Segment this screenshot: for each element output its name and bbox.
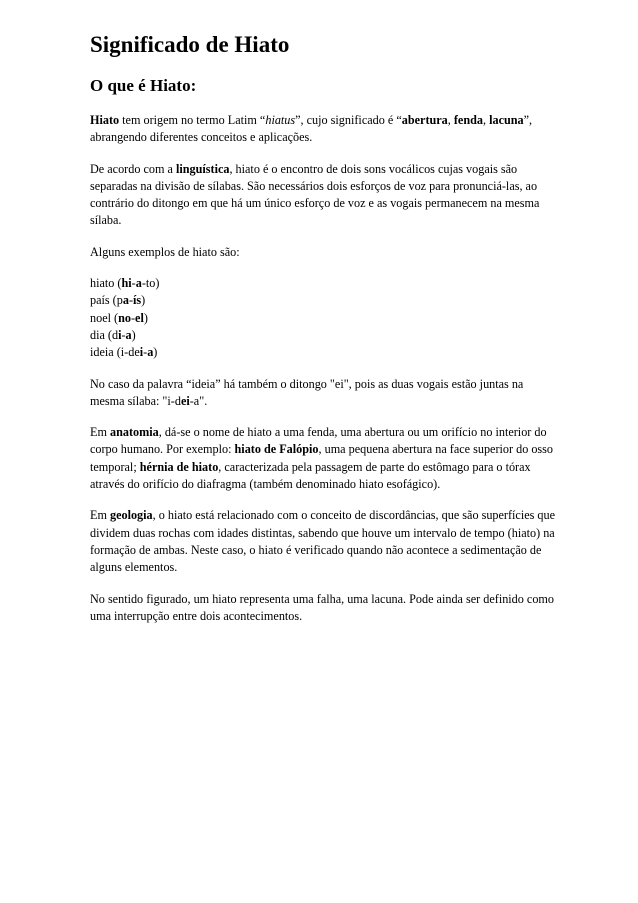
paragraph-figurative xyxy=(90,591,560,626)
bold-term: hérnia de hiato xyxy=(139,459,219,474)
text-run: tem origem no termo Latim “ xyxy=(119,113,266,127)
example-item xyxy=(90,310,560,327)
paragraph-ideia xyxy=(90,376,560,411)
text-run: dia (d xyxy=(90,327,119,342)
bold-term: hiato de Falópio xyxy=(234,442,319,457)
example-item xyxy=(90,275,560,292)
text-run: De acordo com a xyxy=(90,161,176,176)
text-run: ) xyxy=(153,345,158,360)
section-heading: O que é Hiato: xyxy=(90,76,197,95)
paragraph-linguistics xyxy=(90,161,560,230)
text-run: , xyxy=(483,113,490,127)
text-run: -a". xyxy=(189,393,208,408)
text-run: No caso da palavra “ideia” há também o ditongo "ei", pois as duas vogais estão juntas na mesma sílaba: "i-d xyxy=(90,376,524,408)
text-run: , caracterizada pela passagem de parte do estômago para o tórax através do orifício do diafragma (também denominado hiato esofágico). xyxy=(90,459,531,492)
text-run: , o hiato está relacionado com o conceito de discordâncias, que são superfícies que dividem duas rochas com idades distintas, sabendo que houve um intervalo de tempo (hiato) na formação de ambas. Neste caso, o hiato é verificado quando não acontece a sedimentação de alguns elementos. xyxy=(90,508,556,575)
text-run: ) xyxy=(131,327,136,342)
text-run: hiato ( xyxy=(90,276,122,291)
bold-term: linguística xyxy=(175,161,230,176)
bold-term: a xyxy=(122,293,129,308)
paragraph-origin xyxy=(90,112,560,147)
bold-term: el xyxy=(135,310,144,325)
text-run: -to) xyxy=(141,276,160,291)
paragraph-geology xyxy=(90,507,560,576)
text-run: - xyxy=(143,345,148,360)
document-content xyxy=(90,28,560,639)
text-run: ideia (i-de xyxy=(90,345,140,360)
text-run: noel ( xyxy=(90,310,119,325)
italic-term: hiatus xyxy=(265,113,296,127)
text-run: - xyxy=(121,327,126,342)
text-run: Em xyxy=(90,425,110,440)
bold-term: i xyxy=(118,327,122,342)
bold-term: a xyxy=(125,327,132,342)
text-run: ) xyxy=(143,310,148,325)
text-run: ) xyxy=(141,293,146,308)
bold-term: no xyxy=(118,310,131,325)
text-run: país (p xyxy=(90,293,123,308)
text-run: , uma pequena abertura na face superior do osso temporal; xyxy=(90,442,554,474)
bold-term: ís xyxy=(133,293,142,308)
text-run: - xyxy=(131,276,136,291)
page-title: Significado de Hiato xyxy=(90,32,290,57)
examples-list xyxy=(90,275,560,361)
paragraph-examples-intro xyxy=(90,244,560,261)
text-run: ”, cujo significado é “ xyxy=(295,113,402,127)
text-run: ”, abrangendo diferentes conceitos e aplicações. xyxy=(90,113,533,145)
text-run: Em xyxy=(90,508,110,523)
bold-term: ei xyxy=(180,393,190,408)
text-run: No sentido figurado, um hiato representa uma falha, uma lacuna. Pode ainda ser definido como uma interrupção entre dois acontecimentos. xyxy=(90,591,554,623)
bold-term: hi xyxy=(121,276,132,291)
bold-term: anatomia xyxy=(109,425,159,440)
bold-term: a xyxy=(147,345,154,360)
bold-term: fenda xyxy=(453,113,483,127)
bold-term: lacuna xyxy=(489,113,524,127)
text-run: , xyxy=(447,113,454,127)
bold-term: a xyxy=(135,276,142,291)
example-item xyxy=(90,327,560,344)
bold-term: Hiato xyxy=(90,113,120,127)
paragraph-anatomy xyxy=(90,424,560,493)
example-item xyxy=(90,344,560,361)
text-run: - xyxy=(130,310,136,325)
text-run: - xyxy=(128,293,133,308)
text-run: , hiato é o encontro de dois sons vocálicos cujas vogais são separadas na divisão de sílabas. São necessários dois esforços de voz para pronunciá-las, ao contrário do ditongo em que há um único esforço de voz e as vogais permanecem na mesma sílaba. xyxy=(90,161,540,228)
bold-term: i xyxy=(139,345,144,360)
bold-term: geologia xyxy=(109,508,153,523)
text-run: Alguns exemplos de hiato são: xyxy=(90,244,240,259)
example-item xyxy=(90,292,560,309)
text-run: , dá-se o nome de hiato a uma fenda, uma abertura ou um orifício no interior do corpo humano. Por exemplo: xyxy=(90,425,547,457)
bold-term: abertura xyxy=(401,113,448,127)
